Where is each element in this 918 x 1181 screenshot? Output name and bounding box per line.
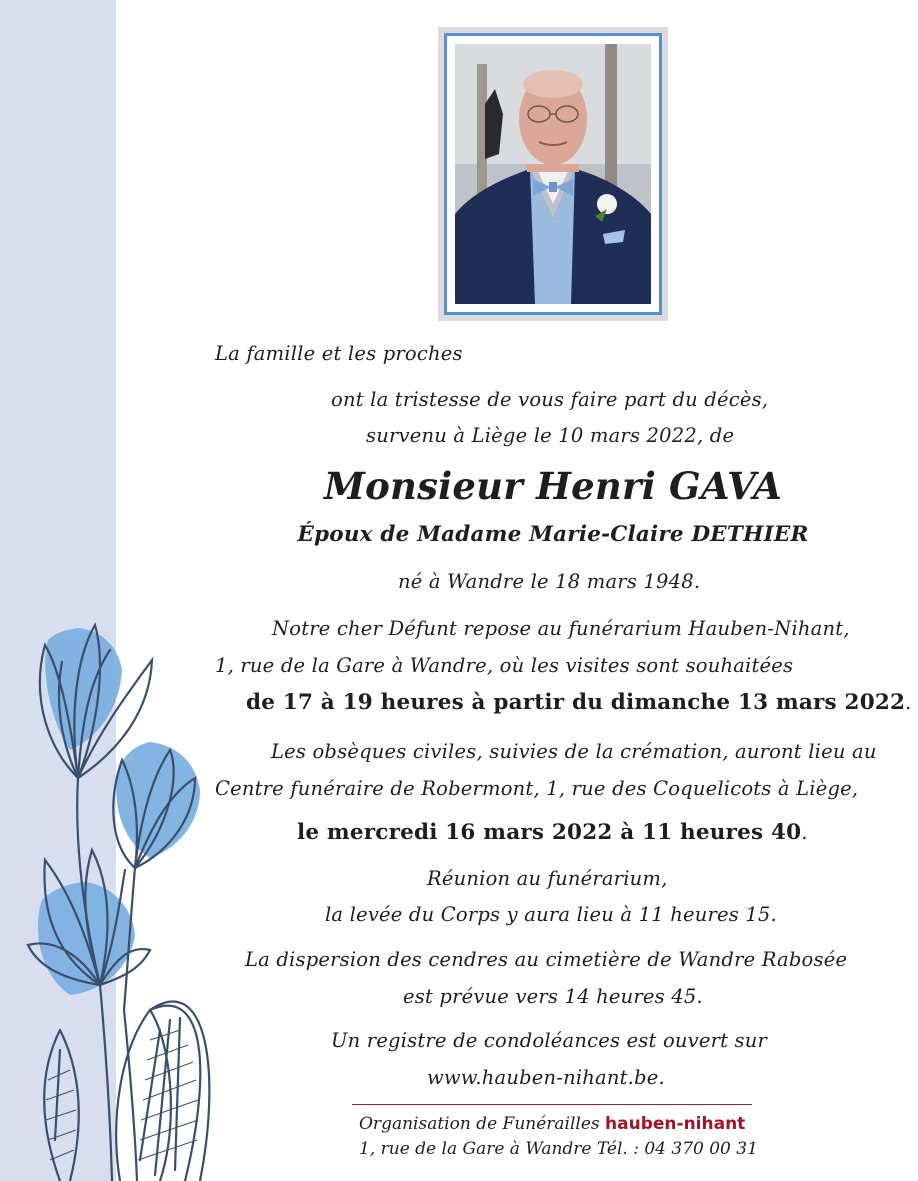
ceremony-line-1: Les obsèques civiles, suivies de la crémation, auront lieu au: [271, 740, 877, 763]
tulip-illustration: [0, 600, 230, 1181]
gathering-line-1: Réunion au funérarium,: [427, 867, 668, 890]
ceremony-date-period: .: [801, 821, 808, 844]
ceremony-date-bold: le mercredi 16 mars 2022 à 11 heures 40: [297, 820, 802, 845]
ceremony-date: [297, 820, 808, 845]
dispersion-line-1: La dispersion des cendres au cimetière de Wandre Rabosée: [245, 948, 848, 971]
intro-text: La famille et les proches: [215, 342, 463, 365]
footer-address: 1, rue de la Gare à Wandre Tél. : 04 370 00 31: [359, 1139, 758, 1159]
dispersion-line-2: est prévue vers 14 heures 45.: [403, 985, 703, 1008]
visitation-line-2: 1, rue de la Gare à Wandre, où les visites sont souhaitées: [215, 654, 794, 677]
gathering-line-2: la levée du Corps y aura lieu à 11 heures 15.: [325, 903, 777, 926]
announcement-line-2: survenu à Liège le 10 mars 2022, de: [366, 424, 735, 447]
birth-line: né à Wandre le 18 mars 1948.: [398, 570, 701, 593]
footer-org-label: Organisation de Funérailles: [359, 1114, 600, 1134]
portrait-border: [444, 33, 662, 315]
visitation-line-1: Notre cher Défunt repose au funérarium Hauben-Nihant,: [272, 617, 850, 640]
registry-line: Un registre de condoléances est ouvert sur: [331, 1029, 768, 1052]
portrait-photo: [455, 44, 651, 304]
visitation-hours-bold: de 17 à 19 heures à partir du dimanche 13 mars 2022: [246, 690, 906, 715]
deceased-name: Monsieur Henri GAVA: [323, 464, 783, 508]
portrait-frame: [438, 27, 668, 321]
registry-url[interactable]: www.hauben-nihant.be.: [427, 1066, 665, 1089]
visitation-hours: [246, 690, 912, 715]
visitation-hours-period: .: [905, 691, 912, 714]
ceremony-line-2: Centre funéraire de Robermont, 1, rue des Coquelicots à Liège,: [215, 777, 859, 800]
footer-divider: [352, 1104, 752, 1105]
brand-logo: hauben-nihant: [605, 1114, 746, 1134]
announcement-line-1: ont la tristesse de vous faire part du décès,: [331, 388, 769, 411]
spouse-line: Époux de Madame Marie-Claire DETHIER: [297, 522, 809, 547]
footer-organisation: [359, 1114, 745, 1134]
